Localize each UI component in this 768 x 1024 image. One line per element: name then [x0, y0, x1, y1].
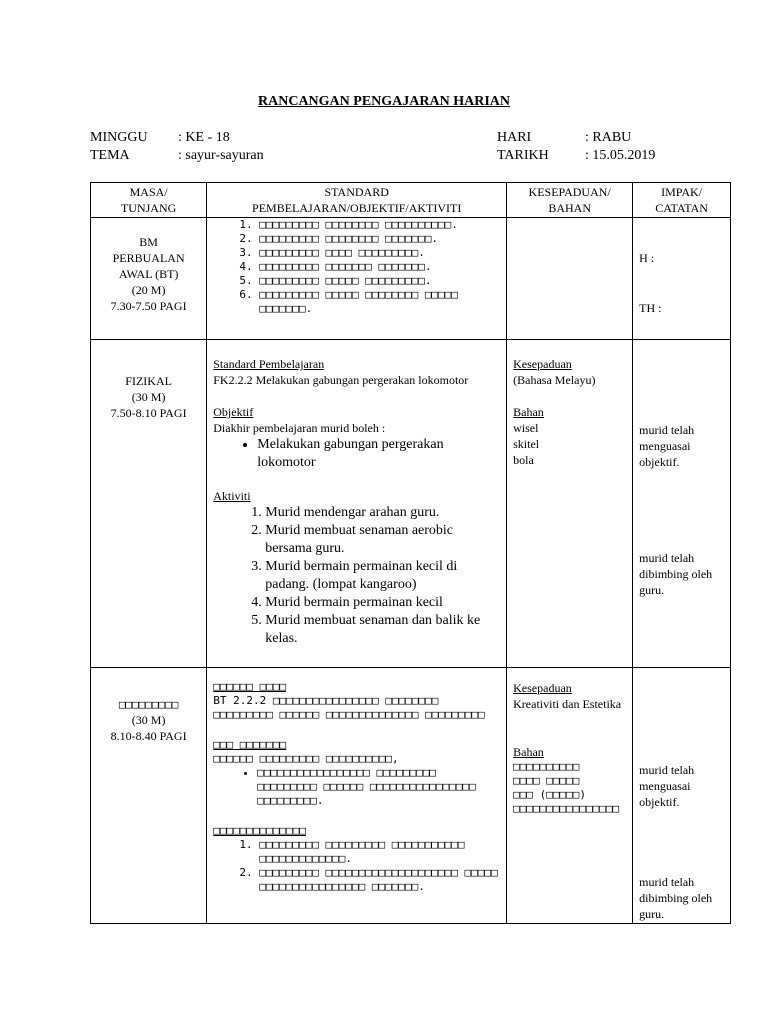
- impak-note: murid telah dibimbing oleh guru.: [639, 551, 713, 597]
- minggu-label: MINGGU: [90, 130, 148, 145]
- list-item: 5. □□□□□□□□□ □□□□□ □□□□□□□□□.: [259, 274, 500, 288]
- row2-impak: [633, 340, 731, 668]
- bahan-item: skitel: [513, 437, 540, 451]
- list-item: • Melakukan gabungan pergerakan lokomotor: [257, 436, 500, 472]
- list-item: 2. □□□□□□□□□ □□□□□□□□ □□□□□□□.: [259, 232, 500, 246]
- kes-heading: Kesepaduan: [513, 681, 572, 695]
- table-row: [91, 340, 731, 668]
- row2-content: [207, 340, 507, 668]
- impak-note: murid telah dibimbing oleh guru.: [639, 875, 713, 921]
- row3-time-title: □□□□□□□□□: [118, 698, 179, 711]
- header-standard: STANDARD PEMBELAJARAN/OBJEKTIF/AKTIVITI: [207, 183, 507, 218]
- list-item: 4. □□□□□□□□□ □□□□□□□ □□□□□□□.: [259, 260, 500, 274]
- row1-content: [207, 218, 507, 340]
- lesson-plan-table: [90, 182, 731, 924]
- tema-label: TEMA: [90, 148, 130, 163]
- header-impak: IMPAK/ CATATAN: [633, 183, 731, 218]
- bahan-item: bola: [513, 453, 534, 467]
- list-item: 1. Murid mendengar arahan guru.: [265, 504, 500, 522]
- obj-intro: Diakhir pembelajaran murid boleh :: [213, 421, 386, 435]
- obj-bullets: [213, 766, 500, 808]
- std-heading: Standard Pembelajaran: [213, 357, 325, 371]
- row1-time: BM PERBUALAN AWAL (BT) (20 M) 7.30-7.50 PAGI: [91, 218, 207, 340]
- kes-text: Kreativiti dan Estetika: [513, 697, 622, 711]
- bahan-item: □□□□□□□□□□: [513, 760, 580, 773]
- kes-heading: Kesepaduan: [513, 357, 572, 371]
- obj-heading: Objektif: [213, 405, 254, 419]
- kes-text: (Bahasa Melayu): [513, 373, 596, 387]
- list-item: 3. Murid bermain permainan kecil di padang. (lompat kangaroo): [265, 558, 500, 594]
- header-masa: MASA/ TUNJANG: [91, 183, 207, 218]
- akt-heading: Aktiviti: [213, 489, 251, 503]
- akt-list: [213, 838, 500, 894]
- meta-right: [497, 129, 655, 165]
- list-item: 3. □□□□□□□□□ □□□□ □□□□□□□□□.: [259, 246, 500, 260]
- table-row: [91, 668, 731, 924]
- bahan-item: □□□□□□□□□□□□□□□□: [513, 802, 620, 815]
- std-text: FK2.2.2 Melakukan gabungan pergerakan lokomotor: [213, 373, 469, 387]
- row1-list: [213, 218, 500, 316]
- row1-kesepaduan: [507, 218, 633, 340]
- minggu-value: : KE - 18: [178, 130, 230, 145]
- list-item: 1. □□□□□□□□□ □□□□□□□□□ □□□□□□□□□□□ □□□□□□□□□□□□□.: [259, 838, 500, 866]
- row3-content: [207, 668, 507, 924]
- bahan-heading: Bahan: [513, 745, 544, 759]
- impak-h: H :: [639, 251, 655, 265]
- tarikh-label: TARIKH: [497, 148, 549, 163]
- hari-value: : RABU: [585, 130, 632, 145]
- list-item: 1. □□□□□□□□□ □□□□□□□□ □□□□□□□□□□.: [259, 218, 500, 232]
- header-kesepaduan: KESEPADUAN/ BAHAN: [507, 183, 633, 218]
- list-item: 5. Murid membuat senaman dan balik ke kelas.: [265, 612, 500, 648]
- row3-kesepaduan: [507, 668, 633, 924]
- bahan-item: □□□ (□□□□□): [513, 788, 586, 801]
- impak-th: TH :: [639, 301, 662, 315]
- list-item: 6. □□□□□□□□□ □□□□□ □□□□□□□□ □□□□□ □□□□□□□.: [259, 288, 500, 316]
- row2-time: FIZIKAL (30 M) 7.50-8.10 PAGI: [91, 340, 207, 668]
- std-text: BT 2.2.2 □□□□□□□□□□□□□□□□ □□□□□□□□ □□□□□□□□□ □□□□□□ □□□□□□□□□□□□□□ □□□□□□□□□: [213, 694, 485, 721]
- table-row: [91, 218, 731, 340]
- list-item: 4. Murid bermain permainan kecil: [265, 594, 500, 612]
- bahan-heading: Bahan: [513, 405, 544, 419]
- bahan-item: wisel: [513, 421, 539, 435]
- table-header-row: [91, 183, 731, 218]
- page-title: RANCANGAN PENGAJARAN HARIAN: [258, 94, 510, 109]
- list-item: 2. □□□□□□□□□ □□□□□□□□□□□□□□□□□□□□ □□□□□ □□□□□□□□□□□□□□□□ □□□□□□□.: [259, 866, 500, 894]
- row1-impak: [633, 218, 731, 340]
- std-heading: □□□□□□ □□□□: [213, 680, 287, 693]
- meta-left: [90, 129, 264, 165]
- tema-value: : sayur-sayuran: [178, 148, 264, 163]
- list-item: 2. Murid membuat senaman aerobic bersama guru.: [265, 522, 500, 558]
- hari-label: HARI: [497, 130, 532, 145]
- list-item: • □□□□□□□□□□□□□□□□□ □□□□□□□□□ □□□□□□□□□ □□□□□□ □□□□□□□□□□□□□□□□ □□□□□□□□□.: [257, 766, 500, 808]
- tarikh-value: : 15.05.2019: [585, 148, 656, 163]
- row2-kesepaduan: [507, 340, 633, 668]
- bahan-item: □□□□ □□□□□: [513, 774, 580, 787]
- akt-heading: □□□□□□□□□□□□□□: [213, 824, 306, 837]
- impak-note: murid telah menguasai objektif.: [639, 423, 695, 469]
- row3-time: □□□□□□□□□ (30 M) 8.10-8.40 PAGI: [91, 668, 207, 924]
- impak-note: murid telah menguasai objektif.: [639, 763, 695, 809]
- obj-bullets: [213, 436, 500, 472]
- akt-list: [213, 504, 500, 648]
- obj-heading: □□□ □□□□□□□: [213, 738, 287, 751]
- obj-intro: □□□□□□ □□□□□□□□□ □□□□□□□□□□,: [213, 752, 399, 765]
- row3-impak: [633, 668, 731, 924]
